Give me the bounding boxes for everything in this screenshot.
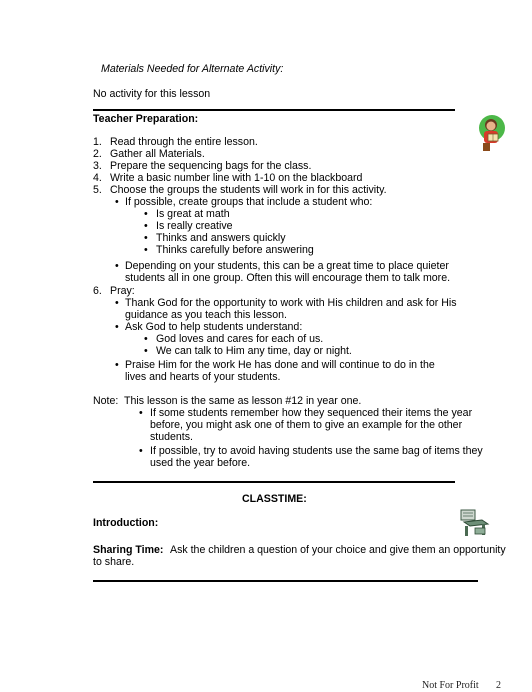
page-number: 2	[496, 680, 501, 691]
list-item-continuation: guidance as you teach this lesson.	[125, 309, 287, 321]
step-number: 2.	[93, 148, 102, 160]
teacher-prep-heading: Teacher Preparation:	[93, 113, 199, 125]
step-number: 5.	[93, 184, 102, 196]
bullet-icon: •	[115, 359, 119, 371]
bullet-icon: •	[144, 345, 148, 357]
student-reading-icon	[475, 113, 509, 153]
step-number: 6.	[93, 285, 102, 297]
bullet-icon: •	[139, 445, 143, 457]
divider	[93, 481, 455, 483]
step-number: 4.	[93, 172, 102, 184]
list-item: Is really creative	[156, 220, 233, 232]
divider	[93, 109, 455, 111]
step-text: Prepare the sequencing bags for the class.	[110, 160, 312, 172]
list-item: Praise Him for the work He has done and will continue to do in the	[125, 359, 435, 371]
bullet-icon: •	[144, 208, 148, 220]
note-text: This lesson is the same as lesson #12 in year one.	[124, 395, 362, 407]
list-item: If possible, try to avoid having students use the same bag of items they	[150, 445, 483, 457]
bullet-icon: •	[144, 220, 148, 232]
sharing-time-label: Sharing Time:	[93, 544, 164, 556]
sharing-time-text-continuation: to share.	[93, 556, 135, 568]
bullet-icon: •	[115, 260, 119, 272]
divider	[93, 580, 478, 582]
step-number: 3.	[93, 160, 102, 172]
materials-note: No activity for this lesson	[93, 88, 211, 100]
list-item: If some students remember how they sequenced their items the year	[150, 407, 473, 419]
list-item-continuation: lives and hearts of your students.	[125, 371, 281, 383]
list-item: Depending on your students, this can be a great time to place quieter	[125, 260, 449, 272]
list-item-continuation: before, you might ask one of them to give an example for the other	[150, 419, 463, 431]
list-item: Thank God for the opportunity to work with His children and ask for His	[125, 297, 457, 309]
school-desk-icon	[458, 508, 492, 538]
bullet-icon: •	[139, 407, 143, 419]
introduction-label: Introduction:	[93, 517, 159, 529]
step-text: Pray:	[110, 285, 135, 297]
list-item-continuation: used the year before.	[150, 457, 251, 469]
bullet-icon: •	[115, 297, 119, 309]
footer-text: Not For Profit	[422, 680, 479, 691]
step-text: Choose the groups the students will work in for this activity.	[110, 184, 387, 196]
bullet-icon: •	[144, 232, 148, 244]
note-label: Note:	[93, 395, 119, 407]
step-text: Read through the entire lesson.	[110, 136, 258, 148]
list-item: Thinks carefully before answering	[156, 244, 314, 256]
list-item-continuation: students all in one group. Often this will encourage them to talk more.	[125, 272, 451, 284]
sharing-time-text: Ask the children a question of your choice and give them an opportunity	[170, 544, 506, 556]
list-item-continuation: students.	[150, 431, 193, 443]
classtime-heading: CLASSTIME:	[242, 493, 307, 505]
bullet-icon: •	[115, 321, 119, 333]
list-item: If possible, create groups that include a student who:	[125, 196, 373, 208]
list-item: Is great at math	[156, 208, 230, 220]
step-text: Gather all Materials.	[110, 148, 205, 160]
step-number: 1.	[93, 136, 102, 148]
bullet-icon: •	[144, 333, 148, 345]
list-item: Ask God to help students understand:	[125, 321, 303, 333]
step-text: Write a basic number line with 1-10 on the blackboard	[110, 172, 363, 184]
bullet-icon: •	[115, 196, 119, 208]
list-item: We can talk to Him any time, day or night.	[156, 345, 352, 357]
materials-heading: Materials Needed for Alternate Activity:	[101, 63, 284, 75]
bullet-icon: •	[144, 244, 148, 256]
list-item: Thinks and answers quickly	[156, 232, 286, 244]
list-item: God loves and cares for each of us.	[156, 333, 324, 345]
